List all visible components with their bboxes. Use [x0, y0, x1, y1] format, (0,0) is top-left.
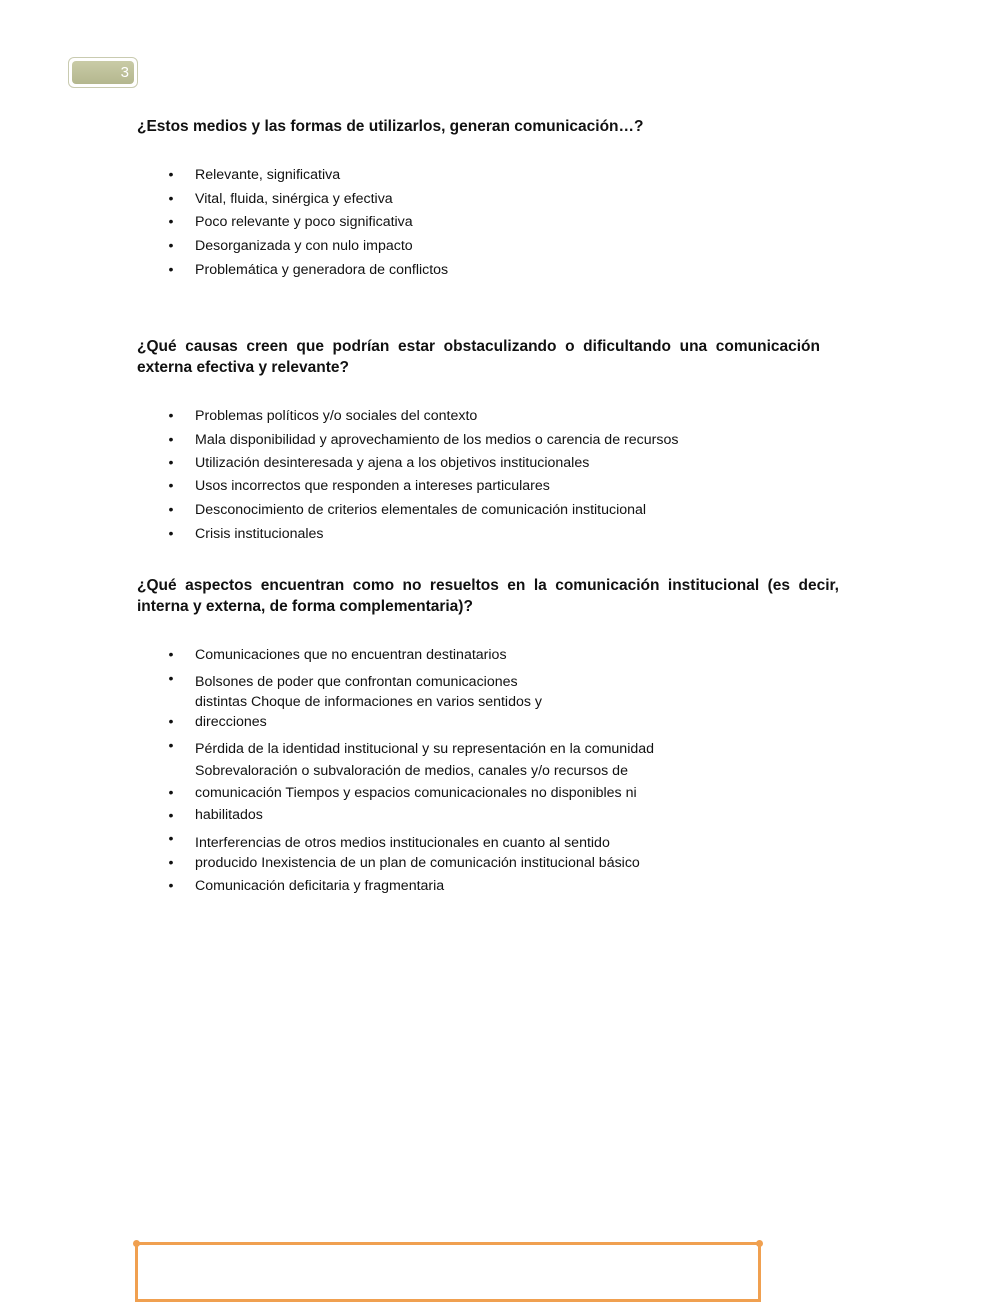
bullet-icon: •	[168, 408, 174, 424]
bullet-icon: •	[168, 738, 174, 754]
list-item: Crisis institucionales	[195, 526, 324, 542]
bullet-icon: •	[168, 878, 174, 894]
list-line: Bolsones de poder que confrontan comunicaciones	[195, 674, 518, 690]
list-line: habilitados	[195, 807, 263, 823]
list-item: Vital, fluida, sinérgica y efectiva	[195, 191, 393, 207]
question-3: ¿Qué aspectos encuentran como no resueltos en la comunicación institucional (es decir, interna y externa, de forma complementaria)?	[137, 577, 839, 615]
bullet-icon: •	[168, 785, 174, 801]
list-item: Problemas políticos y/o sociales del contexto	[195, 408, 478, 424]
list-line: Pérdida de la identidad institucional y su representación en la comunidad	[195, 741, 655, 757]
page-number-badge	[68, 57, 138, 88]
bullet-icon: •	[168, 502, 174, 518]
bullet-icon: •	[168, 526, 174, 542]
page-number: 3	[72, 61, 134, 84]
list-item: Utilización desinteresada y ajena a los objetivos institucionales	[195, 455, 590, 471]
list-line: comunicación Tiempos y espacios comunicacionales no disponibles ni	[195, 785, 637, 801]
bullet-icon: •	[168, 214, 174, 230]
bullet-icon: •	[168, 432, 174, 448]
list-item: Desorganizada y con nulo impacto	[195, 238, 413, 254]
list-item: Desconocimiento de criterios elementales de comunicación institucional	[195, 502, 647, 518]
bullet-icon: •	[168, 455, 174, 471]
list-line: Comunicación deficitaria y fragmentaria	[195, 878, 445, 894]
bullet-icon: •	[168, 647, 174, 663]
bullet-icon: •	[168, 714, 174, 730]
bullet-icon: •	[168, 831, 174, 847]
bullet-icon: •	[168, 167, 174, 183]
list-item: Mala disponibilidad y aprovechamiento de los medios o carencia de recursos	[195, 432, 679, 448]
bullet-icon: •	[168, 191, 174, 207]
list-item: Usos incorrectos que responden a intereses particulares	[195, 478, 550, 494]
list-line: distintas Choque de informaciones en varios sentidos y	[195, 694, 542, 710]
list-line: direcciones	[195, 714, 267, 730]
question-1: ¿Estos medios y las formas de utilizarlos, generan comunicación…?	[137, 118, 644, 135]
bullet-icon: •	[168, 478, 174, 494]
list-item: Problemática y generadora de conflictos	[195, 262, 449, 278]
bullet-icon: •	[168, 855, 174, 871]
list-line: producido Inexistencia de un plan de comunicación institucional básico	[195, 855, 640, 871]
list-line: Sobrevaloración o subvaloración de medios, canales y/o recursos de	[195, 763, 628, 779]
question-2: ¿Qué causas creen que podrían estar obstaculizando o dificultando una comunicación externa efectiva y relevante?	[137, 338, 820, 376]
list-item: Relevante, significativa	[195, 167, 341, 183]
list-line: Interferencias de otros medios institucionales en cuanto al sentido	[195, 835, 610, 851]
bullet-icon: •	[168, 238, 174, 254]
bullet-icon: •	[168, 262, 174, 278]
bullet-icon: •	[168, 808, 174, 824]
list-item: Poco relevante y poco significativa	[195, 214, 413, 230]
bullet-icon: •	[168, 671, 174, 687]
list-line: Comunicaciones que no encuentran destinatarios	[195, 647, 507, 663]
footer-frame	[135, 1242, 761, 1302]
